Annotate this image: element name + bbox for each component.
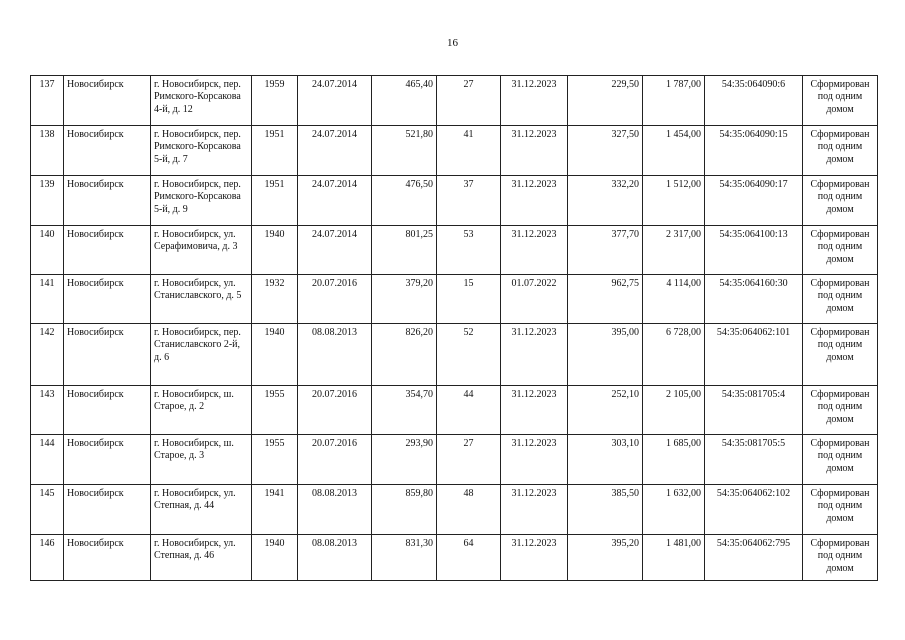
area2-cell: 385,50 — [568, 485, 643, 535]
address-cell: г. Новосибирск, ш. Старое, д. 3 — [151, 435, 252, 485]
city-cell: Новосибирск — [64, 126, 151, 176]
residents-cell: 64 — [437, 535, 501, 581]
address-cell: г. Новосибирск, пер. Станиславского 2-й, д. 6 — [151, 324, 252, 386]
area2-cell: 327,50 — [568, 126, 643, 176]
residents-cell: 52 — [437, 324, 501, 386]
row-number-cell: 140 — [31, 226, 64, 275]
land-area-cell: 1 512,00 — [643, 176, 705, 226]
date-cell: 08.08.2013 — [298, 485, 372, 535]
deadline-cell: 31.12.2023 — [501, 485, 568, 535]
deadline-cell: 01.07.2022 — [501, 275, 568, 324]
table-row — [31, 176, 878, 226]
city-cell: Новосибирск — [64, 324, 151, 386]
area2-cell: 332,20 — [568, 176, 643, 226]
year-cell: 1955 — [252, 435, 298, 485]
area-cell: 293,90 — [372, 435, 437, 485]
land-area-cell: 1 787,00 — [643, 76, 705, 126]
address-cell: г. Новосибирск, пер. Римского-Корсакова 5-й, д. 7 — [151, 126, 252, 176]
city-cell: Новосибирск — [64, 275, 151, 324]
year-cell: 1951 — [252, 176, 298, 226]
year-cell: 1940 — [252, 226, 298, 275]
date-cell: 20.07.2016 — [298, 386, 372, 435]
residents-cell: 48 — [437, 485, 501, 535]
page-number: 16 — [447, 37, 458, 49]
area-cell: 521,80 — [372, 126, 437, 176]
row-number-cell: 145 — [31, 485, 64, 535]
row-number-cell: 138 — [31, 126, 64, 176]
area-cell: 801,25 — [372, 226, 437, 275]
address-cell: г. Новосибирск, ш. Старое, д. 2 — [151, 386, 252, 435]
area-cell: 831,30 — [372, 535, 437, 581]
cadastral-number-cell: 54:35:064100:13 — [705, 226, 803, 275]
cadastral-number-cell: 54:35:064160:30 — [705, 275, 803, 324]
deadline-cell: 31.12.2023 — [501, 126, 568, 176]
note-cell: Сформирован под одним домом — [803, 324, 878, 386]
deadline-cell: 31.12.2023 — [501, 176, 568, 226]
table-row — [31, 535, 878, 581]
city-cell: Новосибирск — [64, 435, 151, 485]
note-cell: Сформирован под одним домом — [803, 176, 878, 226]
area-cell: 465,40 — [372, 76, 437, 126]
address-cell: г. Новосибирск, ул. Степная, д. 46 — [151, 535, 252, 581]
table-row — [31, 76, 878, 126]
residents-cell: 53 — [437, 226, 501, 275]
residents-cell: 41 — [437, 126, 501, 176]
date-cell: 20.07.2016 — [298, 275, 372, 324]
note-cell: Сформирован под одним домом — [803, 275, 878, 324]
address-cell: г. Новосибирск, ул. Степная, д. 44 — [151, 485, 252, 535]
table-row — [31, 485, 878, 535]
land-area-cell: 1 685,00 — [643, 435, 705, 485]
table-body — [31, 76, 878, 581]
cadastral-number-cell: 54:35:064062:795 — [705, 535, 803, 581]
table-row — [31, 435, 878, 485]
deadline-cell: 31.12.2023 — [501, 226, 568, 275]
year-cell: 1932 — [252, 275, 298, 324]
area2-cell: 395,00 — [568, 324, 643, 386]
residents-cell: 44 — [437, 386, 501, 435]
address-cell: г. Новосибирск, ул. Станиславского, д. 5 — [151, 275, 252, 324]
cadastral-number-cell: 54:35:081705:4 — [705, 386, 803, 435]
row-number-cell: 144 — [31, 435, 64, 485]
date-cell: 24.07.2014 — [298, 126, 372, 176]
cadastral-number-cell: 54:35:064090:15 — [705, 126, 803, 176]
date-cell: 24.07.2014 — [298, 226, 372, 275]
year-cell: 1951 — [252, 126, 298, 176]
area-cell: 379,20 — [372, 275, 437, 324]
table-row — [31, 126, 878, 176]
area-cell: 354,70 — [372, 386, 437, 435]
cadastral-number-cell: 54:35:081705:5 — [705, 435, 803, 485]
deadline-cell: 31.12.2023 — [501, 386, 568, 435]
row-number-cell: 141 — [31, 275, 64, 324]
residents-cell: 15 — [437, 275, 501, 324]
table-row — [31, 386, 878, 435]
table-row — [31, 275, 878, 324]
deadline-cell: 31.12.2023 — [501, 324, 568, 386]
year-cell: 1941 — [252, 485, 298, 535]
row-number-cell: 137 — [31, 76, 64, 126]
area-cell: 476,50 — [372, 176, 437, 226]
cadastral-number-cell: 54:35:064090:17 — [705, 176, 803, 226]
table-row — [31, 324, 878, 386]
residents-cell: 27 — [437, 76, 501, 126]
area-cell: 859,80 — [372, 485, 437, 535]
land-area-cell: 2 317,00 — [643, 226, 705, 275]
residents-cell: 37 — [437, 176, 501, 226]
city-cell: Новосибирск — [64, 226, 151, 275]
date-cell: 08.08.2013 — [298, 324, 372, 386]
note-cell: Сформирован под одним домом — [803, 386, 878, 435]
year-cell: 1940 — [252, 324, 298, 386]
land-area-cell: 1 632,00 — [643, 485, 705, 535]
row-number-cell: 146 — [31, 535, 64, 581]
deadline-cell: 31.12.2023 — [501, 535, 568, 581]
address-cell: г. Новосибирск, пер. Римского-Корсакова 5-й, д. 9 — [151, 176, 252, 226]
year-cell: 1959 — [252, 76, 298, 126]
land-area-cell: 6 728,00 — [643, 324, 705, 386]
row-number-cell: 139 — [31, 176, 64, 226]
area2-cell: 252,10 — [568, 386, 643, 435]
city-cell: Новосибирск — [64, 386, 151, 435]
cadastral-number-cell: 54:35:064062:102 — [705, 485, 803, 535]
date-cell: 24.07.2014 — [298, 76, 372, 126]
year-cell: 1955 — [252, 386, 298, 435]
table-row — [31, 226, 878, 275]
note-cell: Сформирован под одним домом — [803, 226, 878, 275]
city-cell: Новосибирск — [64, 535, 151, 581]
land-area-cell: 1 481,00 — [643, 535, 705, 581]
housing-registry-table — [30, 75, 878, 581]
area2-cell: 229,50 — [568, 76, 643, 126]
date-cell: 24.07.2014 — [298, 176, 372, 226]
note-cell: Сформирован под одним домом — [803, 435, 878, 485]
area2-cell: 303,10 — [568, 435, 643, 485]
note-cell: Сформирован под одним домом — [803, 76, 878, 126]
area2-cell: 395,20 — [568, 535, 643, 581]
city-cell: Новосибирск — [64, 76, 151, 126]
area-cell: 826,20 — [372, 324, 437, 386]
note-cell: Сформирован под одним домом — [803, 535, 878, 581]
cadastral-number-cell: 54:35:064062:101 — [705, 324, 803, 386]
row-number-cell: 143 — [31, 386, 64, 435]
date-cell: 08.08.2013 — [298, 535, 372, 581]
note-cell: Сформирован под одним домом — [803, 126, 878, 176]
land-area-cell: 4 114,00 — [643, 275, 705, 324]
residents-cell: 27 — [437, 435, 501, 485]
city-cell: Новосибирск — [64, 176, 151, 226]
year-cell: 1940 — [252, 535, 298, 581]
area2-cell: 377,70 — [568, 226, 643, 275]
area2-cell: 962,75 — [568, 275, 643, 324]
date-cell: 20.07.2016 — [298, 435, 372, 485]
land-area-cell: 2 105,00 — [643, 386, 705, 435]
note-cell: Сформирован под одним домом — [803, 485, 878, 535]
cadastral-number-cell: 54:35:064090:6 — [705, 76, 803, 126]
deadline-cell: 31.12.2023 — [501, 76, 568, 126]
row-number-cell: 142 — [31, 324, 64, 386]
address-cell: г. Новосибирск, ул. Серафимовича, д. 3 — [151, 226, 252, 275]
address-cell: г. Новосибирск, пер. Римского-Корсакова 4-й, д. 12 — [151, 76, 252, 126]
deadline-cell: 31.12.2023 — [501, 435, 568, 485]
land-area-cell: 1 454,00 — [643, 126, 705, 176]
city-cell: Новосибирск — [64, 485, 151, 535]
